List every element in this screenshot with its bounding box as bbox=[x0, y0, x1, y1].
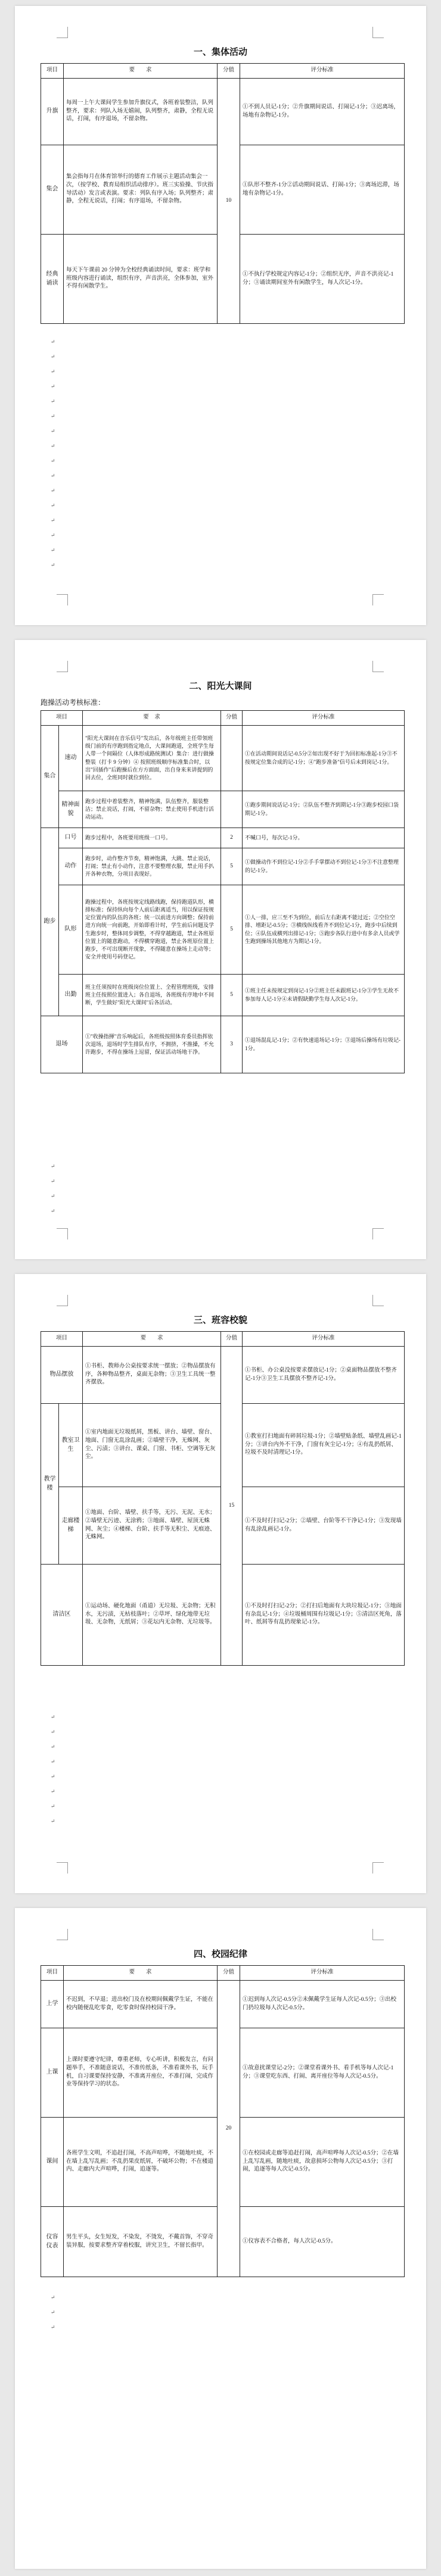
item-name: 走廊楼梯 bbox=[59, 1487, 83, 1565]
item-name: 经典诵读 bbox=[41, 235, 64, 324]
item-requirement: 班主任须按时在班级岗位位置上、全程管理班级，安排班主任按照位置进入；各自退场，各班级有序地中不间断，学生做好"阳光大课间"后各活动。 bbox=[83, 975, 221, 1016]
item-standard: ①队形不整齐-1分②活动期间说话、打闹-1分；③离场迟滞，场地有杂物记-1分。 bbox=[240, 145, 405, 235]
crop-mark bbox=[57, 594, 68, 605]
item-requirement: 每周一上午大课间学生参加升旗仪式，各班着装整洁，队列整齐，要求：列队入场无嬉闹，队列整齐，肃静，全程无说话，打闹，有序退场，不留杂物。 bbox=[64, 79, 218, 145]
item-requirement: 跑步过程中，各班要用班级一口号。 bbox=[83, 828, 221, 848]
score-cell: 5 bbox=[221, 848, 243, 885]
item-standard: ①人一排，应三至不为到位，前后左右距离不能过近；②空位空排、增距记-0.5分；③横线纵线看齐不到位记-1分，跑步中后续到位；④队伍成横列出排记-1分；⑤跑步各队行进中有多余人员或学生跑到操场其他地方为期记-1分。 bbox=[243, 885, 405, 975]
table-header-row bbox=[41, 711, 405, 726]
score-cell: 2 bbox=[221, 828, 243, 848]
sub-item-name: 口号 bbox=[59, 828, 83, 848]
item-standard: ①不执行学校规定内容记-1分；②组织无序，声音不洪亮记-1分；③诵读期间室外有闲散学生，每人次记-1分。 bbox=[240, 235, 405, 324]
group-cell: 教学楼 bbox=[41, 1404, 59, 1565]
paragraph-mark: ↵ bbox=[51, 488, 55, 494]
document-page-1 bbox=[15, 6, 426, 625]
item-standard: 不喊口号，每次记-1分。 bbox=[243, 828, 405, 848]
item-standard: ①不及时打扫记-2分；②打扫后地面有大块垃圾记-1分；③地面有杂乱记-1分；④垃圾桶周围有垃圾记-1分；⑤清洁区死角，落叶、纸屑等有乱扔现象记-1分。 bbox=[243, 1565, 405, 1666]
item-name: 上课 bbox=[41, 2028, 64, 2118]
item-requirement: 跑操过程中，各班按规定线路线跑，保持跑道队形，横排标准；保持纵向每个人前后距离适当，用以保证按规定位置内的队伍的各班；统一以前进方向调整；保持前进方向统一向前跑，开始即看计时，学生前后问题及学生跑步时，整体同步调整，不得穿越跑道，禁止各班原位置上的随意跑动，不得横穿跑道，禁止各班原位置上跑步，不可出现断开现象，不得随意在操场上走动等；安全并使用号码登记。 bbox=[83, 885, 221, 975]
item-requirement: 每天下午课前 20 分钟为全校经典诵读时间，要求：班学和班级内容进行诵读，组织有序，声音洪亮，全体参加，室外不得有闲散学生。 bbox=[64, 235, 218, 324]
document-page-4 bbox=[15, 1908, 426, 2569]
paragraph-mark: ↵ bbox=[51, 458, 55, 464]
paragraph-mark: ↵ bbox=[51, 562, 55, 568]
item-requirement: 男生平头，女生短发，不染发，不烫发，不戴首饰，不穿奇装异服，按要求整齐穿着校服，讲究卫生，不留长指甲。 bbox=[64, 2207, 218, 2277]
item-standard: ①故意扰课堂记-2分；②课堂看课外书、看手机等每人次记-1分；③课堂吃东西、打闹、离开座位等每人次记-0.5分。 bbox=[240, 2028, 405, 2118]
campus-table bbox=[41, 1331, 405, 1666]
item-requirement: 跑步时，动作整齐节奏，精神饱满，大跳、禁止说话，打闹；禁止有小动作，注意不要整理衣服，禁止用手扒开各种衣物，分项目表现好。 bbox=[83, 848, 221, 885]
item-requirement: ①"收操指揮"音乐响起后，各班级按照体育委员指挥依次退场，退场时学生排队有序，不拥挤，不推搡，不允许跑步，不得在操场上逗留，保证活动场地干净。 bbox=[83, 1016, 221, 1073]
score-cell: 20 bbox=[218, 1981, 240, 2277]
table-row bbox=[41, 885, 405, 975]
document-page-3 bbox=[15, 1274, 426, 1893]
crop-mark bbox=[57, 661, 68, 672]
exercise-table bbox=[41, 710, 405, 1073]
item-standard: ①退场混乱记-1分；②有快速退场记-1分；③退场后操场有垃圾记-1分。 bbox=[243, 1016, 405, 1073]
item-requirement: 上课时要遵守纪律，尊重老师，专心听讲，积极发言，有问题举手，不准随意说话，不准传纸条，不准看课外书，玩手机，自习课要保持安静，不准离开座位，不准打闹，完成作业等保持学习的状态。 bbox=[64, 2028, 218, 2118]
sub-item-name: 动作 bbox=[59, 848, 83, 885]
crop-mark bbox=[57, 1228, 68, 1239]
crop-mark bbox=[372, 27, 384, 38]
crop-mark bbox=[372, 1228, 384, 1239]
header-cell: 要 求 bbox=[64, 64, 218, 79]
group-cell: 跑步 bbox=[41, 828, 59, 1016]
score-cell: 15 bbox=[221, 1347, 243, 1666]
item-standard: ①跑步期间说话记-1分；②队伍不整齐到期记-1分③跑步校园口袋期记-1分。 bbox=[243, 791, 405, 828]
crop-mark bbox=[372, 594, 384, 605]
section-title: 四、校园纪律 bbox=[193, 1950, 247, 1959]
item-requirement: 集会指每月在体育馆举行的德育工作展示主题活动集会一次，（按学校、教育局组织活动排序）。班三实验操、节庆指导活动）发言或表演。要求：列队有序入场；队列整齐；肃静，全程无说话，打闹；有序退场，不留杂物。 bbox=[64, 145, 218, 235]
item-standard: ①迟到每人次记-0.5分②未佩戴学生证每人次记-0.5分；③出校门扔垃圾每人次记-0.5分。 bbox=[240, 1981, 405, 2028]
table-row bbox=[41, 848, 405, 885]
table-header-row bbox=[41, 1332, 405, 1347]
paragraph-mark: ↵ bbox=[51, 383, 55, 389]
table-row bbox=[41, 828, 405, 848]
item-requirement: ①书柜、教师办公桌按要求统一摆放；②物品摆放有序，各种物品整齐，桌面无杂物；③卫生工具统一整齐摆放。 bbox=[83, 1347, 221, 1404]
item-name: 上学 bbox=[41, 1981, 64, 2028]
item-name: 仪容仪表 bbox=[41, 2207, 64, 2277]
score-cell bbox=[221, 726, 243, 791]
paragraph-mark: ↵ bbox=[51, 1714, 55, 1720]
header-cell: 分值 bbox=[221, 1332, 243, 1347]
category-cell: 集合 bbox=[41, 726, 59, 828]
paragraph-mark: ↵ bbox=[51, 1208, 55, 1214]
item-requirement: 各班学生文明，不追赶打闹，不高声喧哗，不随地吐痰，不在墙上乱写乱画；不乱扔果皮纸屑，不破坏公物；不在楼道内、走廊内大声喧哗，打闹，追逐等。 bbox=[64, 2118, 218, 2207]
paragraph-mark: ↵ bbox=[51, 369, 55, 374]
item-standard: ①做操动作不到位记-1分②手手掌摆动不到位记-1分③不注意整理的记-1分。 bbox=[243, 848, 405, 885]
paragraph-mark: ↵ bbox=[51, 1759, 55, 1765]
crop-mark bbox=[57, 1295, 68, 1306]
crop-mark bbox=[372, 1862, 384, 1874]
header-cell: 项目 bbox=[41, 1332, 83, 1347]
paragraph-mark: ↵ bbox=[51, 1163, 55, 1169]
crop-mark bbox=[372, 1929, 384, 1940]
paragraph-mark: ↵ bbox=[51, 1803, 55, 1809]
table-row bbox=[41, 1981, 405, 2028]
item-standard: ①仪容表不合格者，每人次记-0.5分。 bbox=[240, 2207, 405, 2277]
header-cell: 评分标准 bbox=[240, 64, 405, 79]
item-requirement: 跑步过程中着装整齐，精神饱满，队伍整齐，服装整洁；禁止说话，打闹，不留杂物；禁止使用手机进行活动运动。 bbox=[83, 791, 221, 828]
item-requirement: ①室内地面无垃圾纸屑，黑板、讲台、墙壁、窗台、地面、门窗无乱涂乱画；②墙壁干净，无蛛网、灰尘、污渍；③讲台、课桌、门窗、书柜、空调等无灰尘。 bbox=[83, 1404, 221, 1487]
paragraph-mark: ↵ bbox=[51, 398, 55, 404]
header-cell: 评分标准 bbox=[240, 1966, 405, 1981]
header-cell: 评分标准 bbox=[243, 1332, 405, 1347]
table-header-row bbox=[41, 1966, 405, 1981]
crop-mark bbox=[57, 1862, 68, 1874]
header-cell: 分值 bbox=[218, 1966, 240, 1981]
paragraph-mark: ↵ bbox=[51, 354, 55, 360]
paragraph-mark: ↵ bbox=[51, 502, 55, 508]
score-cell: 5 bbox=[221, 975, 243, 1016]
item-requirement: "阳光大课间在音乐信号"发出后，各年级班主任带领班级门前的有序跑到指定地点，大课间跑道，全班学生每人带一个间隔位（人体形成路统测试）集合：进行做操整装（打卡 9 分钟）④ 按照班级顺序标准集合时，以出"回插作"后跑操后在方方面面，出自身来来讲提到的回去位，全班同时就位到位。 bbox=[83, 726, 221, 791]
crop-mark bbox=[372, 1295, 384, 1306]
header-cell: 项目 bbox=[41, 1966, 64, 1981]
header-cell: 要 求 bbox=[64, 1966, 218, 1981]
table-row bbox=[41, 1016, 405, 1073]
paragraph-mark: ↵ bbox=[51, 2324, 55, 2330]
paragraph-mark: ↵ bbox=[51, 1193, 55, 1199]
item-standard: ①在活动期间说话记-0.5分②如出现不好于为回扣标准起-1分③不按规定位集合成的记-1分；④"跑步准备"信号后未到岗记-1分。 bbox=[243, 726, 405, 791]
section-subtitle: 跑操活动考核标准： bbox=[41, 698, 105, 707]
item-requirement: 不迟到，不早退；进出校门及在校期间佩戴学生证，不能在校内随便乱吃零食，吃零食时保持校园干净。 bbox=[64, 1981, 218, 2028]
paragraph-mark: ↵ bbox=[51, 1729, 55, 1735]
header-cell: 项目 bbox=[41, 64, 64, 79]
section-title: 二、阳光大课间 bbox=[189, 682, 252, 691]
paragraph-mark: ↵ bbox=[51, 532, 55, 538]
paragraph-mark: ↵ bbox=[51, 473, 55, 479]
discipline-table bbox=[41, 1965, 405, 2277]
category-cell: 退场 bbox=[41, 1016, 83, 1073]
score-cell bbox=[221, 791, 243, 828]
sub-item-name: 速动 bbox=[59, 726, 83, 791]
section-title: 三、班容校貌 bbox=[193, 1316, 247, 1325]
document-page-2 bbox=[15, 640, 426, 1259]
paragraph-mark: ↵ bbox=[51, 339, 55, 345]
paragraph-mark: ↵ bbox=[51, 1178, 55, 1184]
score-cell: 5 bbox=[221, 885, 243, 975]
table-row bbox=[41, 791, 405, 828]
item-requirement: ①地面、台阶、墙壁、扶手等，无污、无泥、无水；②墙壁无污迹、无涂鸦；③地面、墙壁、屋顶无蛛网、灰尘；④楼梯、台阶、扶手等无积尘、无痕迹、无蛛网。 bbox=[83, 1487, 221, 1565]
header-cell: 要 求 bbox=[83, 1332, 221, 1347]
item-name: 课间 bbox=[41, 2118, 64, 2207]
paragraph-mark: ↵ bbox=[51, 428, 55, 434]
header-cell: 分值 bbox=[218, 64, 240, 79]
paragraph-mark: ↵ bbox=[51, 1788, 55, 1794]
paragraph-mark: ↵ bbox=[51, 413, 55, 419]
table-header-row bbox=[41, 64, 405, 79]
paragraph-mark: ↵ bbox=[51, 1818, 55, 1824]
item-name: 清洁区 bbox=[41, 1565, 83, 1666]
item-standard: ①教室打扫地面有碎屑垃圾-1分；②墙壁贴条纸、墙壁乱画记-1分；③讲台内外不干净，门窗有灰尘记-1分；④有乱扔纸屑、垃圾不及时清理记-1分。 bbox=[243, 1404, 405, 1487]
paragraph-mark: ↵ bbox=[51, 547, 55, 553]
item-standard: ①班主任未按规定到岗记-1分②班主任未跟班记-1分③学生无故不参加每人记-1分④未请假缺勤学生每人次记-1分。 bbox=[243, 975, 405, 1016]
sub-item-name: 精神面貌 bbox=[59, 791, 83, 828]
item-requirement: ①运动场、硬化地面（甬道）无垃圾、无杂物；无积水，无污渍，无枯枝落叶；②草坪、绿化地带无垃圾、无杂物，无纸屑；③花坛内无杂物、无垃圾等。 bbox=[83, 1565, 221, 1666]
crop-mark bbox=[57, 27, 68, 38]
item-name: 教室卫生 bbox=[59, 1404, 83, 1487]
paragraph-mark: ↵ bbox=[51, 2309, 55, 2315]
table-row bbox=[41, 1347, 405, 1404]
item-name: 升旗 bbox=[41, 79, 64, 145]
item-standard: ①不到人员记-1分；②升旗期间说话、打闹记-1分；③迟离场，场地有杂物记-1分。 bbox=[240, 79, 405, 145]
header-cell: 项目 bbox=[41, 711, 83, 726]
paragraph-mark: ↵ bbox=[51, 443, 55, 449]
score-cell: 3 bbox=[221, 1016, 243, 1073]
paragraph-mark: ↵ bbox=[51, 1773, 55, 1779]
crop-mark bbox=[372, 661, 384, 672]
table-row bbox=[41, 726, 405, 791]
table-row bbox=[41, 79, 405, 145]
section-title: 一、集体活动 bbox=[193, 48, 247, 57]
item-name: 集会 bbox=[41, 145, 64, 235]
item-standard: ①在校园或走廊等追赶打闹，高声喧哗每人次记-0.5分；②在墙上乱写乱画，随地吐痰，故意损坏公物每人次记-0.5分；③打闹，追逐等每人次记-0.5分。 bbox=[240, 2118, 405, 2207]
table-row bbox=[41, 975, 405, 1016]
item-name: 物品摆放 bbox=[41, 1347, 83, 1404]
item-standard: ①不及时打扫记-2分；②墙壁、台阶等不干净记-1分；③发现墙有乱涂乱画记-1分。 bbox=[243, 1487, 405, 1565]
header-cell: 分值 bbox=[221, 711, 243, 726]
sub-item-name: 出勤 bbox=[59, 975, 83, 1016]
header-cell: 评分标准 bbox=[243, 711, 405, 726]
header-cell: 要 求 bbox=[83, 711, 221, 726]
paragraph-mark: ↵ bbox=[51, 517, 55, 523]
item-standard: ①书柜、办公桌没按要求摆放记-1分；②桌面物品摆放不整齐记-1分③卫生工具摆放不整齐记-1分。 bbox=[243, 1347, 405, 1404]
crop-mark bbox=[57, 1929, 68, 1940]
paragraph-mark: ↵ bbox=[51, 2294, 55, 2300]
activity-table bbox=[41, 63, 405, 324]
score-cell: 10 bbox=[218, 79, 240, 324]
sub-item-name: 队形 bbox=[59, 885, 83, 975]
paragraph-mark: ↵ bbox=[51, 1744, 55, 1750]
